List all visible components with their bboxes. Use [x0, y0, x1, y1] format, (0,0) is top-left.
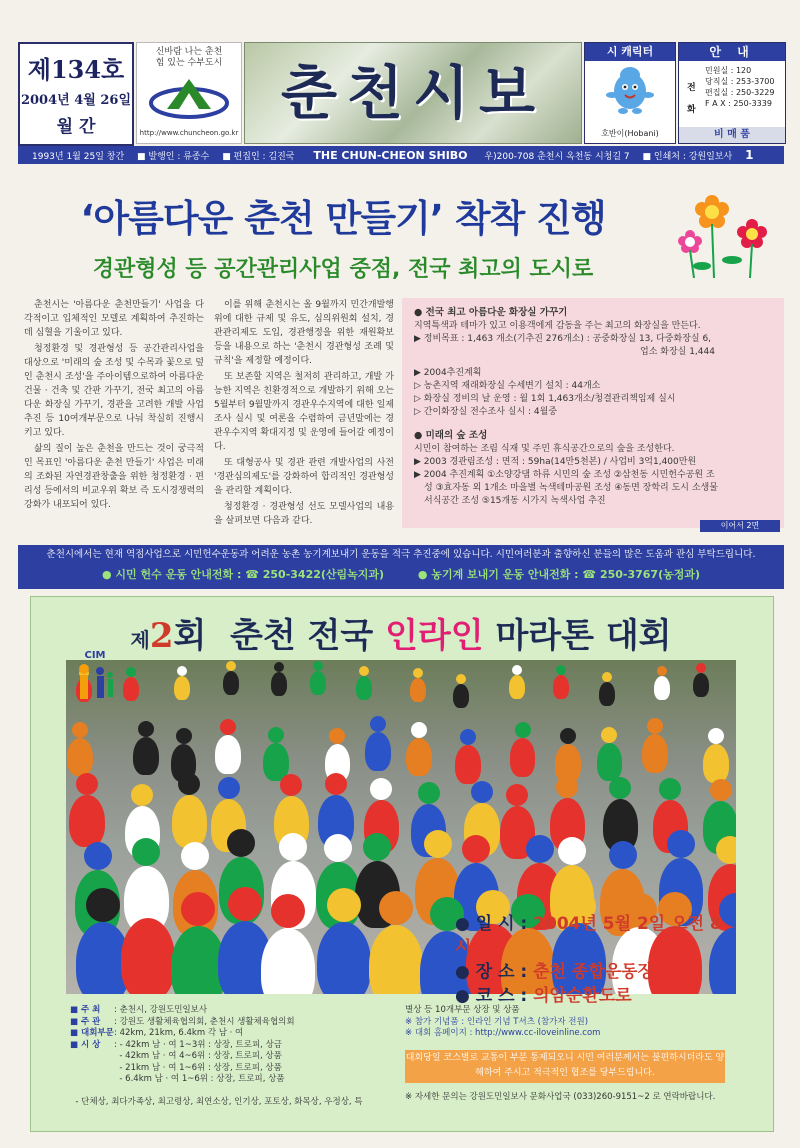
info-side2: 화: [687, 105, 696, 115]
paragraph: 청정환경 및 경관형성 등 공간관리사업을 대상으로 '미래의 숲 조성 및 수목과 꽃으로 덮인 춘천시 조성'을 주아이템으로하여 아름다운 건물 · 건축 및 간판 가꾸기, 전국 최고의 아름다운 화장실 가꾸기, 경관을 고려한 개발 사업 추진 등 10여개부문으로 나눠 착실히 진행시키고 있다.: [24, 344, 204, 438]
event-place-value: 춘천 종합운동장: [533, 962, 655, 982]
skater-figure: [69, 795, 104, 848]
paper-title-box: [244, 42, 582, 144]
detail-line: [70, 1028, 400, 1040]
address: 우)200-708 춘천시 옥천동 시청길 7: [484, 152, 630, 162]
skater-helmet: [325, 773, 347, 795]
skater-figure: [410, 678, 426, 702]
section-text: ▶ 2004 추진계획 ①소양강댐 하류 시민의 숲 조성 ②삼천동 시민헌수공원 조: [414, 470, 715, 480]
skater-helmet: [512, 665, 522, 675]
paragraph: 또 보존할 지역은 철저히 관리하고, 개발 가능한 지역은 친환경적으로 개발하기 위해 오는 5월부터 9월말까지 경관우수지역에 대한 일제조사 실시 및 여론을 수렴하여 금년말에는 경관우수지역 확대지정 및 운영에 들어갈 예정이다.: [214, 372, 394, 452]
skater-helmet: [411, 722, 427, 738]
homepage-link[interactable]: ※ 대회 홈페이지 : http://www.cc-iloveinline.com: [405, 1028, 601, 1038]
skater-helmet: [280, 774, 302, 796]
skater-helmet: [363, 833, 391, 861]
section-text: 성 ③효자동 외 1개소 마을별 녹색테마공원 조성 ④동면 장학리 도시 소생물: [424, 483, 718, 493]
skater-figure: [356, 676, 372, 700]
detail-value: - 21km 남 · 여 1~6위 : 상장, 트로피, 상품: [114, 1062, 282, 1073]
detail-key: ■ 주 최: [70, 1005, 101, 1015]
section-text: ▷ 농촌지역 재래화장실 수세변기 설치 : 44개소: [414, 381, 601, 391]
publication-info-bar: [18, 146, 784, 164]
skater-helmet: [138, 721, 154, 737]
paragraph: 삶의 질이 높은 춘천을 만드는 것이 궁극적인 목표인 '아름다운 춘천 만들기' 사업은 미래의 조화된 자연경관창출을 위한 청정환경 · 편리성 등에서의 비교우위 확보 즉 도시경쟁력의 강화가 내포되어 있다.: [24, 444, 204, 510]
article-column-2: [214, 298, 394, 528]
skater-helmet: [558, 837, 586, 865]
skater-helmet: [226, 661, 236, 671]
skater-figure: [599, 682, 615, 706]
detail-line: 별상 등 10개부문 상장 및 상품: [405, 1005, 520, 1015]
skater-helmet: [657, 666, 667, 676]
skater-helmet: [418, 782, 440, 804]
ad-title-num: 2: [149, 616, 174, 656]
event-details-left: [70, 1005, 400, 1109]
skater-helmet: [268, 727, 284, 743]
detail-line: [70, 1063, 400, 1075]
issue-number: 제134호: [27, 55, 125, 84]
english-title: THE CHUN-CHEON SHIBO: [313, 149, 468, 162]
skater-figure: [223, 671, 239, 695]
cim-logo: [70, 650, 120, 708]
skater-helmet: [471, 781, 493, 803]
main-headline: ‘아름다운 춘천 만들기’ 착착 진행: [80, 197, 606, 240]
skater-helmet: [329, 728, 345, 744]
detail-value: - 단체상, 최다가족상, 최고령상, 최연소상, 인기상, 포토상, 화목상, 우정상, 특: [70, 1097, 363, 1107]
skater-helmet: [556, 776, 578, 798]
hobani-character-icon: [585, 61, 675, 123]
skater-figure: [703, 744, 729, 782]
skater-helmet: [181, 842, 209, 870]
skater-helmet: [131, 884, 165, 918]
issue-box: [18, 42, 134, 146]
skater-helmet: [72, 722, 88, 738]
detail-line: [70, 1074, 400, 1086]
skater-helmet: [181, 892, 215, 926]
skater-figure: [642, 734, 668, 772]
event-info: [455, 912, 735, 1008]
publisher: ■ 발행인 : 류종수: [137, 152, 210, 162]
ad-title-highlight: 인라인: [385, 616, 484, 656]
skater-figure: [406, 738, 432, 776]
skater-helmet: [359, 666, 369, 676]
skater-helmet: [515, 722, 531, 738]
skater-helmet: [220, 719, 236, 735]
skater-helmet: [659, 778, 681, 800]
continued-label: 이어서 2면: [700, 520, 780, 532]
city-url[interactable]: http://www.chuncheon.go.kr: [139, 129, 239, 137]
skater-figure: [509, 675, 525, 699]
skater-figure: [693, 673, 709, 697]
section-text: ▶ 2004추진계획: [414, 368, 482, 378]
flower-illustration-icon: [672, 190, 782, 280]
section-text: ▶ 정비목표 : 1,463 개소(기추진 276개소) : 공중화장실 13, 다중화장실 6,: [414, 334, 712, 344]
character-box: [584, 42, 676, 144]
campaign-phones: [18, 565, 784, 585]
skater-figure: [369, 925, 423, 994]
skater-helmet: [609, 777, 631, 799]
skater-figure: [453, 684, 469, 708]
skater-helmet: [696, 663, 706, 673]
skater-helmet: [667, 830, 695, 858]
skater-helmet: [132, 838, 160, 866]
skater-figure: [317, 922, 371, 994]
detail-line: [70, 1051, 400, 1063]
cim-people-icon: [70, 661, 120, 705]
skater-helmet: [177, 666, 187, 676]
ad-title-pre: 제: [130, 628, 150, 652]
detail-value: - 6.4km 남 · 여 1~6위 : 상장, 트로피, 상품: [114, 1074, 285, 1084]
skater-helmet: [279, 833, 307, 861]
section-text: ▶ 2003 경관림조성 : 면적 : 59ha(14만5천본) / 사업비 3억1,400만원: [414, 457, 697, 467]
skater-helmet: [370, 716, 386, 732]
skater-figure: [133, 737, 159, 775]
skater-figure: [553, 675, 569, 699]
skater-helmet: [379, 891, 413, 925]
skater-helmet: [708, 728, 724, 744]
skater-helmet: [176, 728, 192, 744]
skater-helmet: [274, 662, 284, 672]
price-label: 비 매 품: [679, 127, 785, 143]
skater-figure: [365, 732, 391, 770]
character-name: 호반이(Hobani): [601, 129, 659, 138]
section-text: 지역특색과 테마가 있고 이용객에게 감동을 주는 최고의 화장실을 만든다.: [414, 321, 701, 331]
city-logo-box: [136, 42, 242, 144]
event-date-value: 2004년 5월 2일 오전 8시: [455, 914, 722, 958]
event-place: [455, 960, 735, 984]
ad-title-post: 마라톤 대회: [483, 616, 672, 656]
skater-helmet: [609, 841, 637, 869]
cim-logo-text: CIM: [84, 650, 106, 661]
skater-figure: [67, 738, 93, 776]
detail-key: ■ 대회부문: [70, 1028, 114, 1038]
info-line: 편집실 : 250-3229: [705, 88, 775, 97]
souvenir-line: ※ 참가 기념품 : 인라인 기념 T셔츠 (참가자 전원): [405, 1016, 589, 1027]
section-text: ▷ 화장실 정비의 날 운영 : 월 1회 1,463개소/청결관리책임제 실시: [414, 394, 676, 404]
issue-frequency: 월 간: [56, 117, 96, 137]
character-header: 시 캐릭터: [585, 43, 675, 61]
skater-helmet: [271, 894, 305, 928]
section-text: ▷ 간이화장실 전수조사 실시 : 4월중: [414, 407, 558, 417]
skater-helmet: [716, 836, 736, 864]
traffic-notice: 대회당일 코스별로 교통이 부분 통제되오니 시민 여러분께서는 불편하시더라도 양해하여 주시고 적극적인 협조를 당부드립니다.: [405, 1050, 725, 1083]
info-line: F A X : 250-3339: [705, 99, 772, 108]
skater-helmet: [86, 888, 120, 922]
skater-figure: [510, 738, 536, 776]
event-course-value: 의암순환도로: [533, 986, 632, 1006]
ad-title-mid: 회 춘천 전국: [173, 616, 386, 656]
skater-helmet: [76, 773, 98, 795]
skater-figure: [455, 745, 481, 783]
skater-helmet: [370, 778, 392, 800]
paragraph: 춘천시는 '아름다운 춘천만들기' 사업을 다각적이고 입체적인 모델로 계획하여 추진하는데 심혈을 기울이고 있다.: [24, 300, 204, 338]
skater-helmet: [526, 835, 554, 863]
campaign-notice: 춘천시에서는 현재 역점사업으로 시민헌수운동과 어려운 농촌 농기계보내기 운동을 적극 추진중에 있습니다. 시민여러분과 출향하신 분들의 많은 도움과 관심 부탁드립니다.: [46, 549, 756, 560]
detail-line: [70, 1040, 400, 1052]
skater-helmet: [327, 888, 361, 922]
skater-figure: [215, 735, 241, 773]
paragraph: 청정환경 · 경관형성 선도 모델사업의 내용을 살펴보면 다음과 같다.: [214, 502, 394, 526]
detail-value: : 춘천시, 강원도민일보사: [114, 1005, 208, 1015]
detail-line: [70, 1005, 400, 1017]
editor: ■ 편집인 : 김진국: [222, 152, 295, 162]
event-date: [455, 912, 735, 960]
farm-machine-phone: ● 농기계 보내기 운동 안내전화 : ☎ 250-3767(농정과): [417, 568, 701, 581]
skater-figure: [597, 743, 623, 781]
paper-title: 춘천시보: [280, 59, 546, 127]
skater-figure: [261, 928, 315, 994]
slogan-line2: 힘 있는 수부도시: [155, 58, 223, 68]
founded-date: 1993년 1월 25일 창간: [32, 152, 125, 162]
skater-figure: [123, 677, 139, 701]
paragraph: 이를 위해 춘천시는 올 9월까지 민간개발행위에 대한 규제 및 유도, 심의위원회 설치, 경관관리제도 도입, 경관행정을 위한 재원확보 등을 내용으로 하는 '춘천시 경관형성 조례 및 규칙'을 제정할 예정이다.: [214, 300, 394, 366]
skater-figure: [310, 671, 326, 695]
info-line: 민원실 : 120: [705, 66, 752, 75]
city-logo-icon: [137, 71, 241, 121]
detail-line: [70, 1086, 400, 1109]
skater-helmet: [313, 661, 323, 671]
skater-helmet: [556, 665, 566, 675]
skater-helmet: [602, 672, 612, 682]
skater-helmet: [84, 842, 112, 870]
city-slogan: [137, 47, 241, 69]
skater-helmet: [126, 667, 136, 677]
info-line: 당직실 : 253-3700: [705, 77, 775, 86]
skater-helmet: [324, 834, 352, 862]
skater-helmet: [462, 835, 490, 863]
slogan-line1: 신바람 나는 춘천: [155, 47, 223, 57]
subheadline: 경관형성 등 공간관리사업 중점, 전국 최고의 도시로: [92, 257, 594, 282]
tree-donation-phone: ● 시민 헌수 운동 안내전화 : ☎ 250-3422(산림녹지과): [101, 568, 385, 581]
detail-key: ■ 주 관: [70, 1016, 101, 1027]
skater-helmet: [647, 718, 663, 734]
skater-helmet: [178, 773, 200, 795]
info-header: 안 내: [679, 43, 785, 61]
skater-figure: [121, 918, 175, 994]
paragraph: 또 대형공사 및 경관 관련 개발사업의 사전 '경관심의제도'를 강화하여 합리적인 경관형성을 관리할 계획이다.: [214, 458, 394, 496]
event-details-right: [405, 1005, 735, 1040]
event-course-label: ● 코 스 :: [455, 986, 528, 1006]
skater-helmet: [460, 729, 476, 745]
section-title-toilets: ● 전국 최고 아름다운 화장실 가꾸기: [414, 307, 568, 318]
skater-helmet: [424, 830, 452, 858]
skater-figure: [174, 676, 190, 700]
event-place-label: ● 장 소 :: [455, 962, 528, 982]
skater-figure: [172, 795, 207, 848]
info-side-label: [687, 77, 696, 121]
detail-line: [70, 1017, 400, 1029]
skater-helmet: [131, 784, 153, 806]
printer: ■ 인쇄처 : 강원일보사: [642, 152, 733, 162]
skater-helmet: [456, 674, 466, 684]
event-date-label: ● 일 시 :: [455, 914, 528, 934]
section-text: 서식공간 조성 ⑤15개동 시가지 녹색사업 추진: [424, 496, 606, 506]
skater-helmet: [560, 728, 576, 744]
detail-value: : 42km, 21km, 6.4km 각 남 · 여: [114, 1028, 244, 1038]
section-text: 업소 화장실 1,444: [640, 347, 715, 357]
detail-value: : 강원도 생활체육협의회, 춘천시 생활체육협의회: [114, 1016, 295, 1027]
campaign-band: [18, 545, 784, 589]
section-title-forest: ● 미래의 숲 조성: [414, 430, 488, 441]
skater-helmet: [601, 727, 617, 743]
ad-title: [30, 608, 772, 657]
article-column-1: [24, 298, 204, 512]
skater-helmet: [710, 779, 732, 801]
skater-figure: [654, 676, 670, 700]
detail-value: : - 42km 남 · 여 1~3위 : 상장, 트로피, 상금: [114, 1039, 282, 1050]
contact-info-box: [678, 42, 786, 144]
skater-helmet: [218, 777, 240, 799]
page-number: 1: [745, 148, 754, 162]
issue-date: 2004년 4월 26일: [20, 93, 132, 108]
info-side1: 전: [687, 83, 696, 93]
detail-value: - 42km 남 · 여 4~6위 : 상장, 트로피, 상품: [114, 1051, 282, 1061]
detail-key: ■ 시 상: [70, 1039, 101, 1050]
skater-helmet: [506, 784, 528, 806]
skater-helmet: [413, 668, 423, 678]
section-text: 시민이 참여하는 조림 식재 및 주민 휴식공간으로의 숲을 조성한다.: [414, 444, 675, 454]
projects-sidebar-box: [402, 298, 784, 528]
contact-note: ※ 자세한 문의는 강원도민일보사 문화사업국 (033)260-9151~2 로 연락바랍니다.: [405, 1092, 716, 1102]
skater-helmet: [227, 829, 255, 857]
skater-figure: [271, 672, 287, 696]
